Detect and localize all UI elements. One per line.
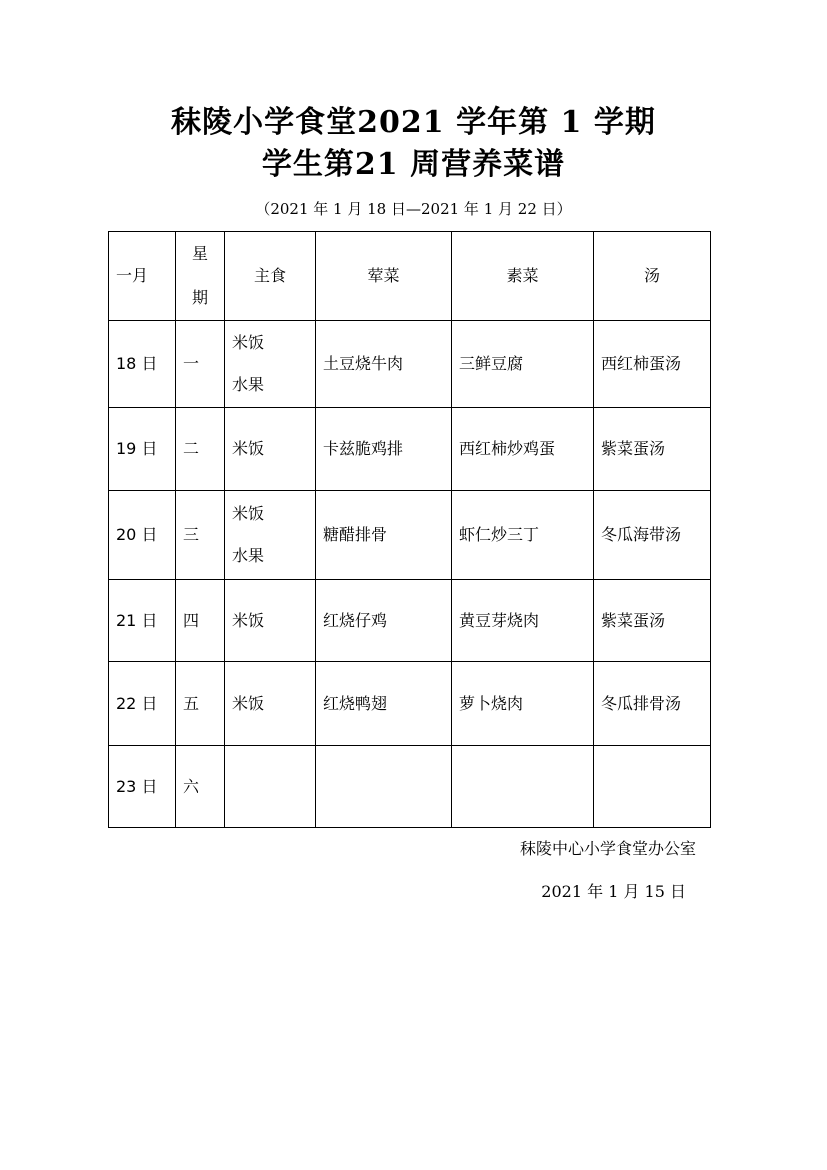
table-row bbox=[109, 580, 711, 662]
staple-line1: 米饭 bbox=[232, 504, 265, 523]
header-weekday-top: 星 bbox=[191, 244, 208, 263]
table-row bbox=[109, 408, 711, 491]
cell-weekday: 六 bbox=[176, 746, 225, 828]
table-row bbox=[109, 662, 711, 746]
cell-staple bbox=[225, 321, 316, 408]
cell-veg: 黄豆芽烧肉 bbox=[452, 580, 594, 662]
cell-weekday: 四 bbox=[176, 580, 225, 662]
cell-staple: 米饭 bbox=[225, 662, 316, 746]
header-meat: 荤菜 bbox=[316, 232, 452, 321]
cell-staple: 米饭 bbox=[225, 580, 316, 662]
cell-weekday: 二 bbox=[176, 408, 225, 491]
cell-meat: 红烧鸭翅 bbox=[316, 662, 452, 746]
document-title-line2: 学生第21 周营养菜谱 bbox=[261, 147, 566, 182]
cell-soup: 紫菜蛋汤 bbox=[594, 580, 711, 662]
issue-date: 2021 年 1 月 15 日 bbox=[541, 882, 686, 901]
cell-weekday: 一 bbox=[176, 321, 225, 408]
cell-meat bbox=[316, 746, 452, 828]
cell-date: 21 日 bbox=[109, 580, 176, 662]
cell-meat: 土豆烧牛肉 bbox=[316, 321, 452, 408]
header-staple: 主食 bbox=[225, 232, 316, 321]
cell-weekday: 三 bbox=[176, 491, 225, 580]
cell-soup: 西红柿蛋汤 bbox=[594, 321, 711, 408]
table-row bbox=[109, 746, 711, 828]
issuing-office: 秣陵中心小学食堂办公室 bbox=[519, 839, 696, 858]
cell-veg: 虾仁炒三丁 bbox=[452, 491, 594, 580]
cell-date: 19 日 bbox=[109, 408, 176, 491]
cell-date: 23 日 bbox=[109, 746, 176, 828]
cell-staple bbox=[225, 746, 316, 828]
cell-date: 20 日 bbox=[109, 491, 176, 580]
header-month: 一月 bbox=[109, 232, 176, 321]
cell-meat: 红烧仔鸡 bbox=[316, 580, 452, 662]
cell-veg: 萝卜烧肉 bbox=[452, 662, 594, 746]
cell-soup bbox=[594, 746, 711, 828]
staple-line2: 水果 bbox=[232, 546, 265, 565]
cell-date: 18 日 bbox=[109, 321, 176, 408]
cell-staple: 米饭 bbox=[225, 408, 316, 491]
staple-line2: 水果 bbox=[232, 375, 265, 394]
cell-weekday: 五 bbox=[176, 662, 225, 746]
cell-soup: 冬瓜排骨汤 bbox=[594, 662, 711, 746]
cell-staple bbox=[225, 491, 316, 580]
header-soup: 汤 bbox=[594, 232, 711, 321]
staple-line1: 米饭 bbox=[232, 333, 265, 352]
cell-meat: 卡兹脆鸡排 bbox=[316, 408, 452, 491]
cell-veg: 三鲜豆腐 bbox=[452, 321, 594, 408]
header-veg: 素菜 bbox=[452, 232, 594, 321]
cell-veg: 西红柿炒鸡蛋 bbox=[452, 408, 594, 491]
cell-soup: 紫菜蛋汤 bbox=[594, 408, 711, 491]
cell-soup: 冬瓜海带汤 bbox=[594, 491, 711, 580]
date-range: （2021 年 1 月 18 日—2021 年 1 月 22 日） bbox=[255, 200, 572, 218]
table-row bbox=[109, 321, 711, 408]
document-title-line1: 秣陵小学食堂2021 学年第 1 学期 bbox=[171, 105, 656, 140]
table-header-row bbox=[109, 232, 711, 321]
cell-meat: 糖醋排骨 bbox=[316, 491, 452, 580]
table-row bbox=[109, 491, 711, 580]
header-weekday-bottom: 期 bbox=[191, 288, 208, 307]
cell-date: 22 日 bbox=[109, 662, 176, 746]
header-weekday bbox=[176, 232, 225, 321]
menu-table bbox=[108, 231, 711, 828]
cell-veg bbox=[452, 746, 594, 828]
